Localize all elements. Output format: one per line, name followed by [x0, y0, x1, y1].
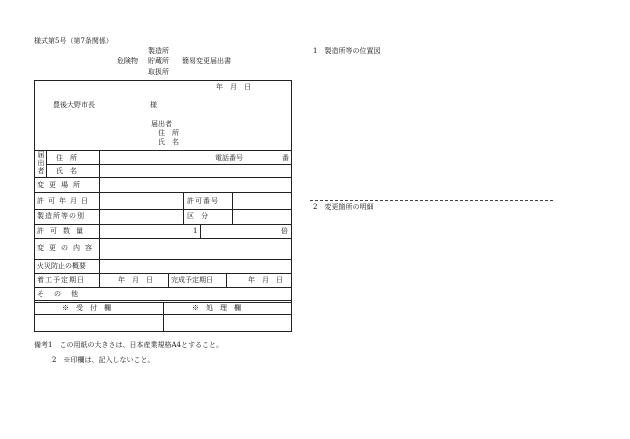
honorific: 様 [150, 101, 157, 109]
category-label: 区 分 [187, 212, 208, 220]
completion-date-ymd: 年 月 日 [248, 276, 283, 284]
permit-date-label: 許可年月日 [37, 197, 92, 205]
note-2: 2 ※印欄は、記入しないこと。 [52, 356, 155, 364]
form-number: 様式第5号（第7条関係） [34, 37, 113, 45]
title-option-handling: 取扱所 [148, 68, 169, 76]
permit-number-label: 許可番号 [187, 197, 219, 205]
other-label: その他 [37, 290, 88, 298]
start-date-ymd: 年 月 日 [118, 276, 153, 284]
divider [34, 238, 292, 239]
section-divider [310, 200, 553, 201]
address-label: 住 所 [56, 154, 77, 162]
processing-header: ※ 処 理 欄 [192, 304, 241, 312]
note-1: 備考1 この用紙の大きさは、日本産業規格A4とすること。 [34, 341, 223, 349]
divider [34, 273, 292, 274]
divider [46, 164, 292, 165]
permit-quantity-label: 許可数量 [37, 227, 89, 235]
fire-prevention-label: 火災防止の概要 [37, 262, 86, 270]
divider [34, 192, 292, 193]
phone-label: 電話番号 [215, 154, 243, 162]
divider [34, 259, 292, 260]
change-content-label: 変更の内容 [37, 244, 97, 252]
start-date-label: 着工予定期日 [37, 276, 85, 284]
divider [34, 209, 292, 210]
applicant-group-label: 届出者 [37, 151, 45, 175]
addressee: 豊後大野市長 [53, 101, 95, 109]
applicant-address: 住 所 [158, 129, 179, 137]
facility-type-label: 製造所等の別 [37, 212, 85, 220]
divider [34, 300, 292, 301]
title-option-storage: 貯蔵所 [148, 57, 169, 65]
reception-header: ※ 受 付 欄 [62, 304, 111, 312]
divider [34, 224, 292, 225]
quantity-unit: 1 [193, 227, 198, 235]
applicant-name: 氏 名 [158, 138, 179, 146]
divider [34, 287, 292, 288]
location-map-heading: 1 製造所等の位置図 [313, 47, 381, 55]
applicant-label: 届出者 [151, 120, 172, 128]
multiple-label: 倍 [281, 227, 288, 235]
title-prefix: 危険物 [117, 57, 138, 65]
phone-suffix: 番 [282, 154, 289, 162]
date-line: 年 月 日 [216, 83, 251, 91]
change-place-label: 変更場所 [37, 181, 85, 189]
title-option-manufacturing: 製造所 [148, 47, 169, 55]
name-label: 氏 名 [56, 167, 77, 175]
title-suffix: 簡易変更届出書 [182, 57, 231, 65]
divider [34, 150, 292, 151]
change-details-heading: 2 変更箇所の明細 [313, 203, 374, 211]
divider [34, 177, 292, 178]
completion-date-label: 完成予定期日 [171, 276, 213, 284]
